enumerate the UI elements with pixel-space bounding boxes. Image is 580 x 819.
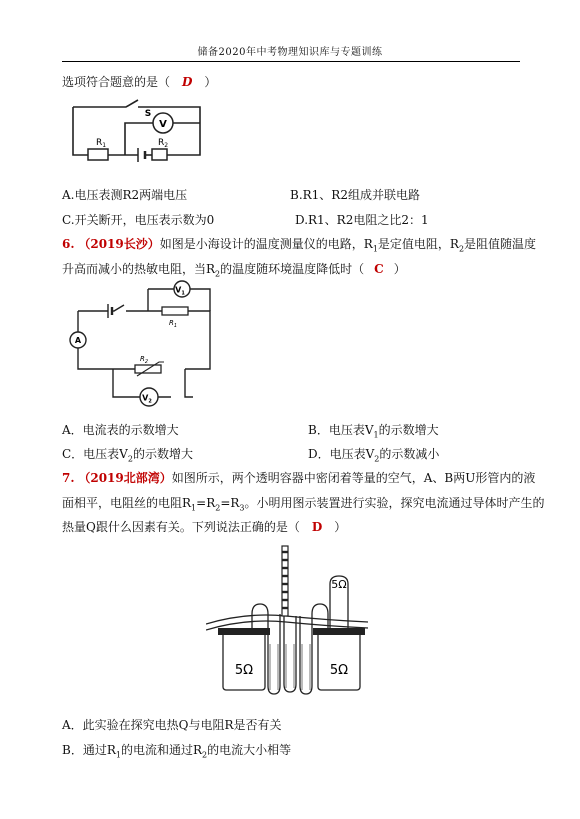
q6-option-d: D．电压表$V_2$的示数减小 [308, 447, 440, 464]
q5-r1-resistor [88, 149, 108, 160]
q7-top-resistor-label: 5Ω [331, 578, 347, 591]
q5-switch-label: S [144, 109, 152, 119]
q6-option-a: A．电流表的示数增大 [62, 423, 179, 437]
q7-number: 7. [62, 471, 75, 485]
q5-r2-label: $R_2$ [158, 138, 169, 149]
q6-circuit-diagram [64, 279, 214, 409]
q6-r1-label: $R_1$ [169, 319, 178, 329]
q6-option-c: C．电压表$V_2$的示数增大 [62, 447, 193, 464]
q7-right-cap [313, 628, 365, 635]
q5-circuit-diagram [70, 93, 205, 165]
q5-r1-label: $R_1$ [96, 138, 107, 149]
q6-r1-resistor [162, 307, 188, 315]
q5-answer: D [182, 75, 193, 89]
q6-ammeter-label: A [74, 336, 82, 345]
q7-option-b: B．通过$R_1$的电流和通过$R_2$的电流大小相等 [62, 743, 292, 760]
q5-close: ） [204, 75, 217, 89]
q7-answer: D [311, 520, 323, 534]
q5-option-b: B.R1、R2组成并联电路 [290, 188, 420, 202]
svg-text:V2: $V_2$ [142, 393, 152, 405]
header-rule [62, 61, 520, 62]
q5-option-c: C.开关断开，电压表示数为0 [62, 213, 215, 227]
q7-option-a: A．此实验在探究电热Q与电阻R是否有关 [62, 718, 282, 732]
q7-right-resistor-label: 5Ω [329, 663, 349, 678]
q6-line-2: 升高而减小的热敏电阻，当$R_2$的温度随环境温度降低时（ C ） [62, 262, 406, 279]
q7-left-resistor-label: 5Ω [234, 663, 254, 678]
q5-intro [62, 73, 216, 90]
q6-source: （2019长沙） [78, 237, 160, 251]
q5-intro-text: 选项符合题意的是（ [62, 75, 171, 89]
q7-experiment-figure [206, 544, 368, 700]
q7-scale-ruler [282, 546, 288, 616]
svg-text:V1: $V_1$ [175, 285, 185, 297]
q7-line-1: 7. （2019北部湾）如图所示，两个透明容器中密闭着等量的空气，A、B两U形管内的液 [62, 471, 536, 485]
q7-left-cap [218, 628, 270, 635]
q6-r2-label: $R_2$ [140, 355, 149, 365]
q5-option-a: A.电压表测R2两端电压 [62, 188, 188, 202]
q7-source: （2019北部湾） [78, 471, 172, 485]
q6-answer: C [374, 262, 384, 276]
q6-switch [112, 305, 124, 311]
q6-option-b: B．电压表$V_1$的示数增大 [308, 423, 439, 440]
q5-switch-lever [73, 100, 138, 107]
q5-voltmeter-label: V [159, 119, 167, 130]
q5-r2-resistor [152, 149, 167, 160]
q6-number: 6. [62, 237, 75, 251]
q7-line-2: 面相平，电阻丝的电阻$R_1=R_2=R_3$。小明用图示装置进行实验，探究电流通过导体时产生的 [62, 496, 545, 513]
q6-line-1: 6. （2019长沙）如图是小海设计的温度测量仪的电路，$R_1$是定值电阻，$R_2$是阻值随温度 [62, 237, 537, 254]
page-header: 储备2020年中考物理知识库与专题训练 [197, 47, 383, 58]
q7-line-3: 热量Q跟什么因素有关。下列说法正确的是（ D ） [62, 520, 347, 534]
q5-option-d: D.R1、R2电阻之比2：1 [295, 213, 429, 227]
